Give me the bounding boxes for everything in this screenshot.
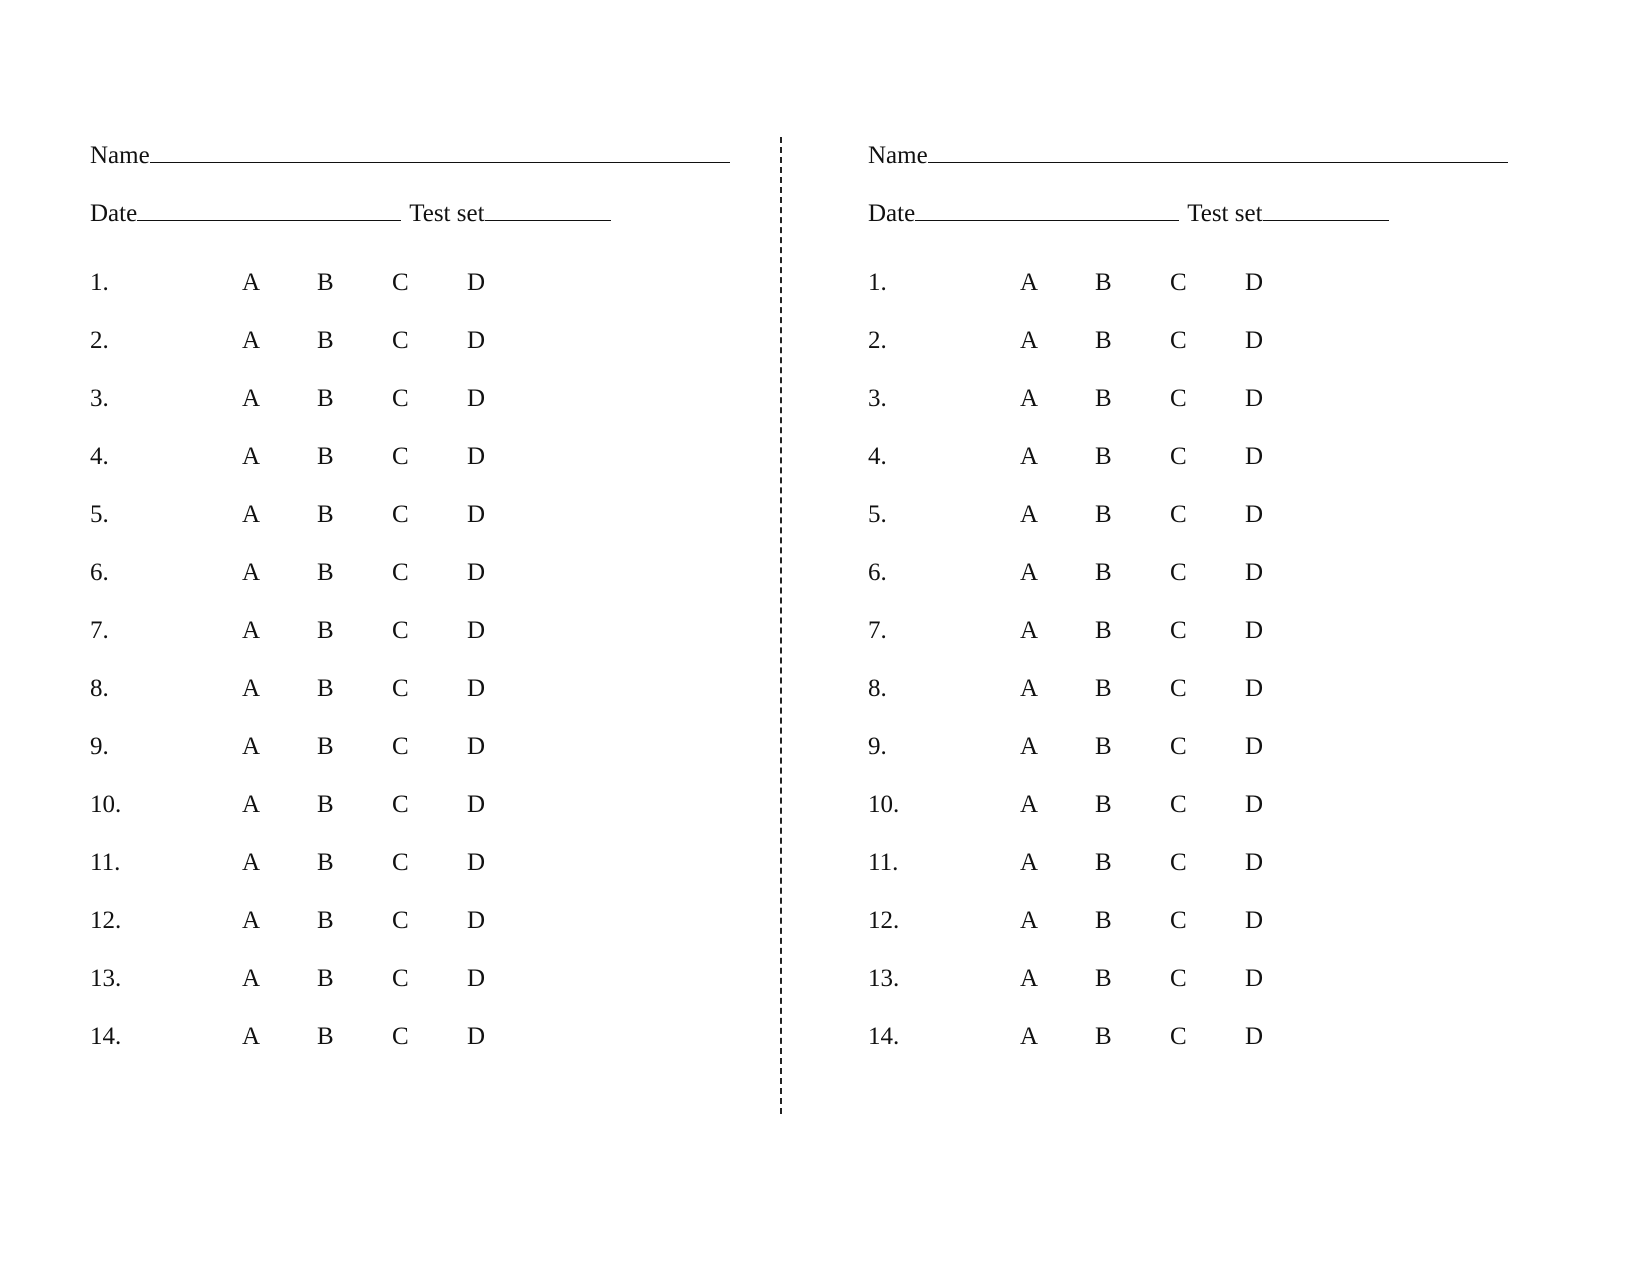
question-number: 8. [868,675,887,702]
answer-option-b[interactable]: B [317,443,334,470]
answer-option-a[interactable]: A [242,327,261,354]
answer-option-c[interactable]: C [1170,385,1187,412]
name-label: Name [90,142,150,169]
question-row [868,502,1568,560]
answer-option-a[interactable]: A [242,501,261,528]
question-number: 2. [868,327,887,354]
answer-option-b[interactable]: B [317,849,334,876]
question-row [868,676,1568,734]
answer-option-b[interactable]: B [317,269,334,296]
answer-option-c[interactable]: C [1170,965,1187,992]
answer-option-c[interactable]: C [1170,1023,1187,1050]
question-row [90,908,790,966]
answer-option-c[interactable]: C [392,733,409,760]
answer-option-b[interactable]: B [1095,791,1112,818]
answer-option-d[interactable]: D [1245,501,1264,528]
question-number: 4. [90,443,109,470]
question-number: 7. [90,617,109,644]
answer-option-a[interactable]: A [1020,733,1039,760]
answer-option-a[interactable]: A [1020,385,1039,412]
answer-sheet-left [90,140,790,1082]
question-row [868,386,1568,444]
answer-option-d[interactable]: D [467,501,486,528]
answer-option-c[interactable]: C [392,791,409,818]
question-number: 9. [90,733,109,760]
answer-option-d[interactable]: D [467,443,486,470]
answer-option-c[interactable]: C [392,617,409,644]
answer-option-d[interactable]: D [467,675,486,702]
answer-option-c[interactable]: C [1170,675,1187,702]
answer-option-a[interactable]: A [1020,907,1039,934]
answer-option-c[interactable]: C [392,269,409,296]
answer-option-a[interactable]: A [242,675,261,702]
answer-option-d[interactable]: D [467,791,486,818]
test-set-label: Test set [1187,200,1263,227]
answer-option-a[interactable]: A [1020,559,1039,586]
test-set-blank-line[interactable] [1263,198,1389,221]
question-number: 14. [868,1023,900,1050]
answer-option-b[interactable]: B [1095,327,1112,354]
answer-option-b[interactable]: B [1095,675,1112,702]
answer-option-a[interactable]: A [242,791,261,818]
test-set-label: Test set [409,200,485,227]
answer-option-b[interactable]: B [1095,443,1112,470]
question-row [90,270,790,328]
answer-option-a[interactable]: A [242,559,261,586]
answer-option-d[interactable]: D [1245,559,1264,586]
answer-option-a[interactable]: A [1020,849,1039,876]
question-list [90,270,790,1082]
answer-option-a[interactable]: A [242,617,261,644]
date-label: Date [868,200,916,227]
answer-option-d[interactable]: D [467,327,486,354]
question-row [90,966,790,1024]
date-label: Date [90,200,138,227]
question-number: 13. [90,965,122,992]
answer-option-d[interactable]: D [1245,617,1264,644]
answer-option-b[interactable]: B [317,559,334,586]
question-row [90,792,790,850]
answer-option-c[interactable]: C [392,501,409,528]
answer-option-d[interactable]: D [467,559,486,586]
question-number: 7. [868,617,887,644]
answer-option-c[interactable]: C [1170,791,1187,818]
dashed-cut-line [780,137,782,1114]
question-number: 9. [868,733,887,760]
answer-option-c[interactable]: C [1170,443,1187,470]
answer-option-b[interactable]: B [1095,965,1112,992]
answer-option-b[interactable]: B [317,965,334,992]
question-number: 5. [90,501,109,528]
answer-option-c[interactable]: C [1170,617,1187,644]
question-row [868,444,1568,502]
answer-option-b[interactable]: B [1095,733,1112,760]
question-number: 1. [90,269,109,296]
answer-option-d[interactable]: D [467,733,486,760]
name-blank-line[interactable] [150,140,730,163]
question-number: 4. [868,443,887,470]
question-row [868,966,1568,1024]
answer-option-b[interactable]: B [317,675,334,702]
answer-option-b[interactable]: B [317,617,334,644]
question-number: 1. [868,269,887,296]
answer-option-b[interactable]: B [317,327,334,354]
question-row [90,1024,790,1082]
answer-option-a[interactable]: A [242,385,261,412]
name-label: Name [868,142,928,169]
question-row [868,560,1568,618]
answer-option-d[interactable]: D [467,269,486,296]
question-number: 10. [868,791,900,818]
question-row [868,908,1568,966]
answer-option-a[interactable]: A [1020,675,1039,702]
answer-option-c[interactable]: C [392,675,409,702]
answer-option-c[interactable]: C [1170,849,1187,876]
answer-option-d[interactable]: D [1245,849,1264,876]
test-set-blank-line[interactable] [485,198,611,221]
question-row [90,386,790,444]
question-row [90,734,790,792]
answer-option-d[interactable]: D [467,907,486,934]
question-row [868,328,1568,386]
question-row [90,676,790,734]
answer-option-d[interactable]: D [467,1023,486,1050]
answer-option-c[interactable]: C [1170,559,1187,586]
answer-option-b[interactable]: B [317,733,334,760]
question-list [868,270,1568,1082]
answer-option-c[interactable]: C [392,849,409,876]
question-row [90,560,790,618]
question-row [868,792,1568,850]
name-blank-line[interactable] [928,140,1508,163]
answer-option-d[interactable]: D [467,617,486,644]
answer-option-a[interactable]: A [242,443,261,470]
answer-option-a[interactable]: A [1020,327,1039,354]
question-number: 6. [90,559,109,586]
answer-option-c[interactable]: C [1170,269,1187,296]
answer-option-b[interactable]: B [1095,501,1112,528]
answer-option-b[interactable]: B [1095,1023,1112,1050]
answer-option-b[interactable]: B [317,501,334,528]
question-number: 14. [90,1023,122,1050]
question-number: 6. [868,559,887,586]
answer-option-a[interactable]: A [1020,791,1039,818]
question-number: 11. [90,849,121,876]
answer-option-d[interactable]: D [467,849,486,876]
answer-option-d[interactable]: D [467,965,486,992]
answer-option-b[interactable]: B [317,385,334,412]
question-number: 3. [90,385,109,412]
answer-option-a[interactable]: A [242,849,261,876]
answer-option-a[interactable]: A [1020,1023,1039,1050]
question-number: 12. [868,907,900,934]
answer-option-d[interactable]: D [1245,907,1264,934]
answer-option-a[interactable]: A [1020,617,1039,644]
answer-option-a[interactable]: A [1020,443,1039,470]
question-row [90,502,790,560]
question-number: 8. [90,675,109,702]
answer-sheet-right [868,140,1568,1082]
answer-option-b[interactable]: B [1095,849,1112,876]
answer-option-a[interactable]: A [242,1023,261,1050]
date-blank-line[interactable] [915,198,1179,221]
answer-option-c[interactable]: C [1170,907,1187,934]
question-row [868,270,1568,328]
answer-option-a[interactable]: A [242,733,261,760]
answer-option-a[interactable]: A [242,269,261,296]
answer-option-b[interactable]: B [317,907,334,934]
answer-option-d[interactable]: D [467,385,486,412]
answer-option-c[interactable]: C [1170,733,1187,760]
question-number: 10. [90,791,122,818]
name-field[interactable] [90,140,790,172]
answer-option-d[interactable]: D [1245,733,1264,760]
answer-option-c[interactable]: C [392,443,409,470]
question-row [90,444,790,502]
answer-option-b[interactable]: B [1095,385,1112,412]
answer-option-c[interactable]: C [1170,501,1187,528]
answer-option-c[interactable]: C [392,1023,409,1050]
answer-option-d[interactable]: D [1245,269,1264,296]
answer-option-b[interactable]: B [1095,559,1112,586]
answer-option-b[interactable]: B [317,1023,334,1050]
question-number: 11. [868,849,899,876]
answer-option-d[interactable]: D [1245,1023,1264,1050]
question-row [868,618,1568,676]
answer-option-d[interactable]: D [1245,675,1264,702]
question-row [868,1024,1568,1082]
date-testset-row [90,198,790,230]
answer-option-d[interactable]: D [1245,965,1264,992]
answer-option-c[interactable]: C [392,907,409,934]
answer-option-b[interactable]: B [1095,269,1112,296]
question-row [90,850,790,908]
question-number: 12. [90,907,122,934]
answer-option-a[interactable]: A [1020,269,1039,296]
answer-option-b[interactable]: B [1095,907,1112,934]
question-number: 3. [868,385,887,412]
answer-option-a[interactable]: A [242,907,261,934]
answer-option-a[interactable]: A [1020,965,1039,992]
answer-option-d[interactable]: D [1245,327,1264,354]
answer-option-c[interactable]: C [392,965,409,992]
answer-option-a[interactable]: A [1020,501,1039,528]
name-field[interactable] [868,140,1568,172]
question-row [868,734,1568,792]
date-blank-line[interactable] [137,198,401,221]
answer-option-b[interactable]: B [1095,617,1112,644]
answer-option-c[interactable]: C [1170,327,1187,354]
question-number: 13. [868,965,900,992]
answer-option-c[interactable]: C [392,559,409,586]
answer-option-c[interactable]: C [392,385,409,412]
answer-option-c[interactable]: C [392,327,409,354]
question-number: 5. [868,501,887,528]
question-number: 2. [90,327,109,354]
question-row [90,618,790,676]
date-testset-row [868,198,1568,230]
question-row [90,328,790,386]
answer-option-a[interactable]: A [242,965,261,992]
answer-option-d[interactable]: D [1245,443,1264,470]
answer-option-d[interactable]: D [1245,385,1264,412]
answer-option-b[interactable]: B [317,791,334,818]
answer-option-d[interactable]: D [1245,791,1264,818]
question-row [868,850,1568,908]
